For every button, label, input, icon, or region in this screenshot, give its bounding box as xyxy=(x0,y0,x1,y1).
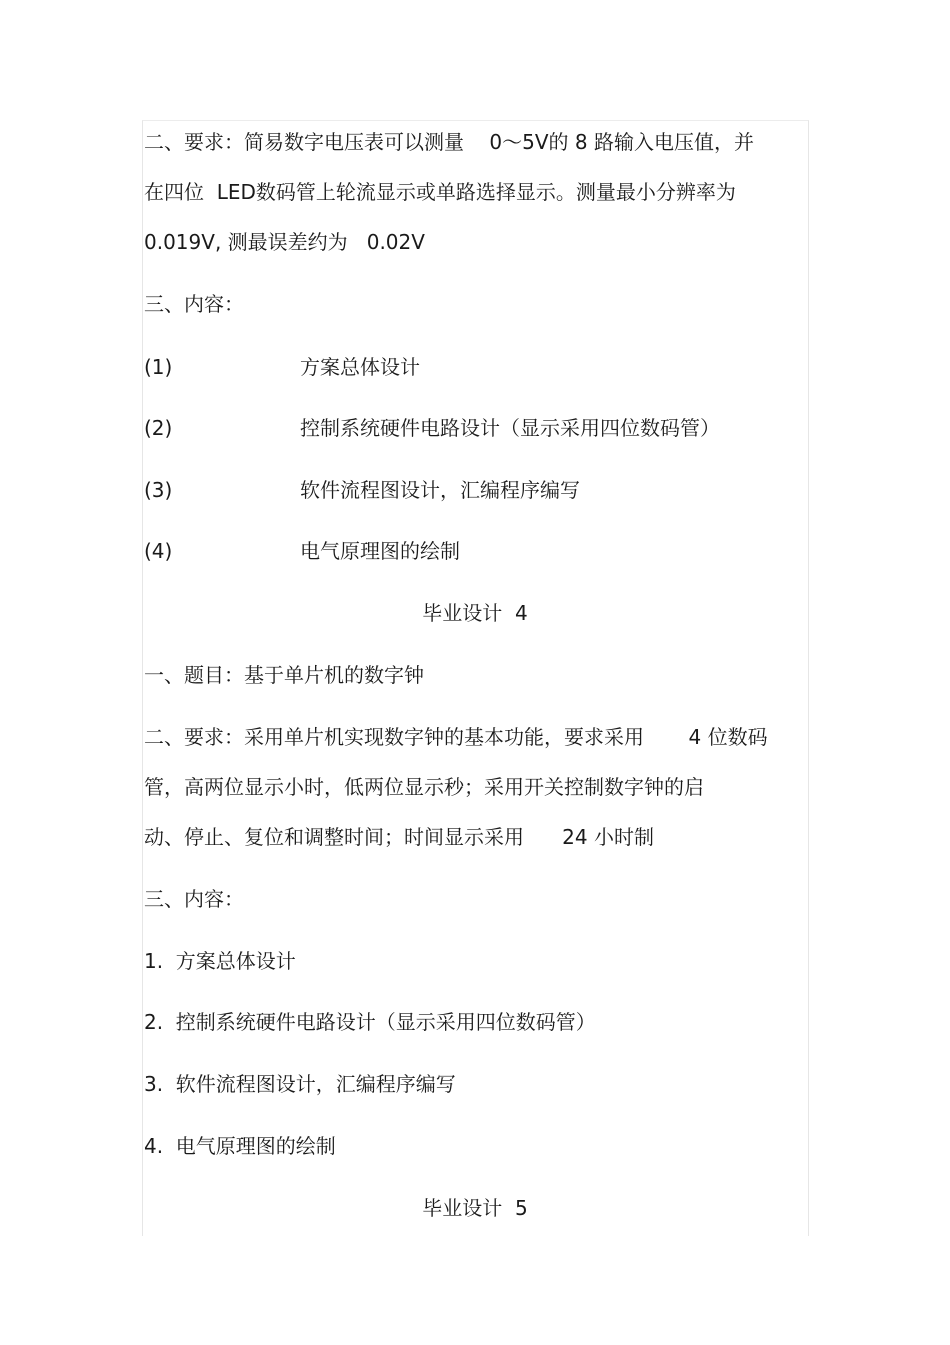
s4-requirement-line-1: 二、要求：采用单片机实现数字钟的基本功能，要求采用 4 位数码 xyxy=(144,725,768,749)
item-number-3: (3) xyxy=(144,478,173,502)
item-number-2: (2) xyxy=(144,416,173,440)
item-text-4: 电气原理图的绘制 xyxy=(300,539,460,563)
item-number-1: (1) xyxy=(144,355,173,379)
s4-list-item-3: 3. 软件流程图设计，汇编程序编写 xyxy=(144,1072,456,1096)
s4-list-item-2: 2. 控制系统硬件电路设计（显示采用四位数码管） xyxy=(144,1010,596,1034)
section-title-4: 毕业设计 4 xyxy=(422,601,528,625)
section-title-5: 毕业设计 5 xyxy=(422,1196,528,1220)
s4-content-heading: 三、内容： xyxy=(144,887,244,911)
requirement-line-2: 在四位 LED数码管上轮流显示或单路选择显示。测量最小分辨率为 xyxy=(144,180,736,204)
item-text-1: 方案总体设计 xyxy=(300,355,420,379)
item-text-2: 控制系统硬件电路设计（显示采用四位数码管） xyxy=(300,416,720,440)
item-text-3: 软件流程图设计，汇编程序编写 xyxy=(300,478,580,502)
item-number-4: (4) xyxy=(144,539,173,563)
topic-line: 一、题目：基于单片机的数字钟 xyxy=(144,663,424,687)
s4-requirement-line-3: 动、停止、复位和调整时间；时间显示采用 24 小时制 xyxy=(144,825,654,849)
requirement-line-3: 0.019V, 测最误差约为 0.02V xyxy=(144,230,425,254)
s4-list-item-1: 1. 方案总体设计 xyxy=(144,949,296,973)
s4-requirement-line-2: 管，高两位显示小时，低两位显示秒；采用开关控制数字钟的启 xyxy=(144,775,704,799)
requirement-line-1: 二、要求：简易数字电压表可以测量 0～5V的 8 路输入电压值，并 xyxy=(144,130,754,154)
content-heading: 三、内容： xyxy=(144,292,244,316)
s4-list-item-4: 4. 电气原理图的绘制 xyxy=(144,1134,336,1158)
